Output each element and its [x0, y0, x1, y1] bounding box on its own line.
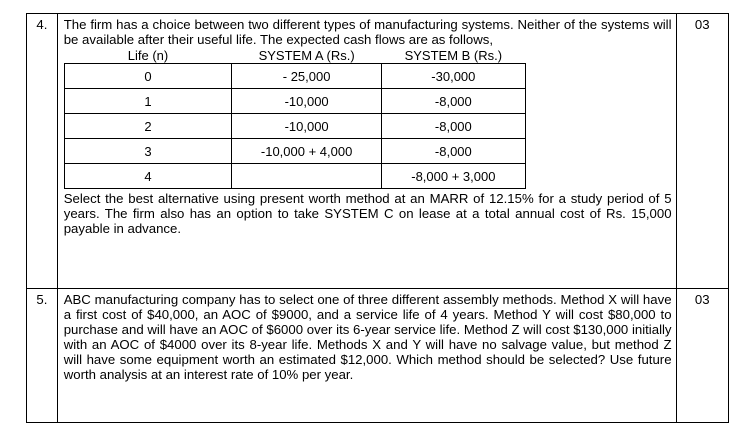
table-row [64, 139, 525, 164]
cell-system-b: -8,000 + 3,000 [381, 164, 525, 189]
header-life: Life (n) [127, 47, 169, 63]
cell-system-b: -8,000 [381, 139, 525, 164]
cell-system-a [232, 164, 382, 189]
cell-system-a: -10,000 + 4,000 [232, 139, 382, 164]
table-row [64, 114, 525, 139]
question-4-row [27, 14, 729, 289]
question-5-row [27, 289, 729, 423]
table-row [64, 64, 525, 89]
question-4-body [57, 14, 676, 289]
cell-life: 0 [64, 64, 232, 89]
header-system-b: SYSTEM B (Rs.) [404, 47, 503, 63]
question-5-body [57, 289, 676, 423]
cash-flow-table [64, 47, 526, 189]
question-grid [26, 13, 729, 423]
question-5-text: ABC manufacturing company has to select one of three different assembly methods. Method X will have a first cost of $40,000, an AOC of $9000, and a service life of 4 years. Method Y will cost $80,000 to purchase and will have an AOC of $6000 over its 6-year service life. Method Z will cost $130,000 initially with an AOC of $4000 over its 8-year life. Methods X and Y will have no salvage value, but method Z will have some equipment worth an estimated $12,000. Which method should be selected? Use future worth analysis at an interest rate of 10% per year. [63, 292, 672, 382]
cell-life: 2 [64, 114, 232, 139]
question-4-number: 4. [27, 14, 58, 289]
cell-system-b: -8,000 [381, 89, 525, 114]
cell-life: 3 [64, 139, 232, 164]
cell-system-b: -8,000 [381, 114, 525, 139]
cell-system-a: -10,000 [232, 89, 382, 114]
question-5-marks: 03 [676, 289, 728, 423]
table-row [64, 89, 525, 114]
header-system-a: SYSTEM A (Rs.) [258, 47, 355, 63]
cash-flow-header-row [64, 47, 525, 64]
question-4-marks: 03 [676, 14, 728, 289]
question-4-outro: Select the best alternative using present worth method at an MARR of 12.15% for a study period of 5 years. The firm also has an option to take SYSTEM C on lease at a total annual cost of Rs. 15,000 payable in advance. [63, 191, 672, 236]
table-row [64, 164, 525, 189]
cell-system-a: -10,000 [232, 114, 382, 139]
cell-life: 1 [64, 89, 232, 114]
cell-system-b: -30,000 [381, 64, 525, 89]
cell-system-a: - 25,000 [232, 64, 382, 89]
question-5-number: 5. [27, 289, 58, 423]
question-4-intro: The firm has a choice between two different types of manufacturing systems. Neither of the systems will be available after their useful life. The expected cash flows are as follows, [63, 17, 672, 47]
cell-life: 4 [64, 164, 232, 189]
